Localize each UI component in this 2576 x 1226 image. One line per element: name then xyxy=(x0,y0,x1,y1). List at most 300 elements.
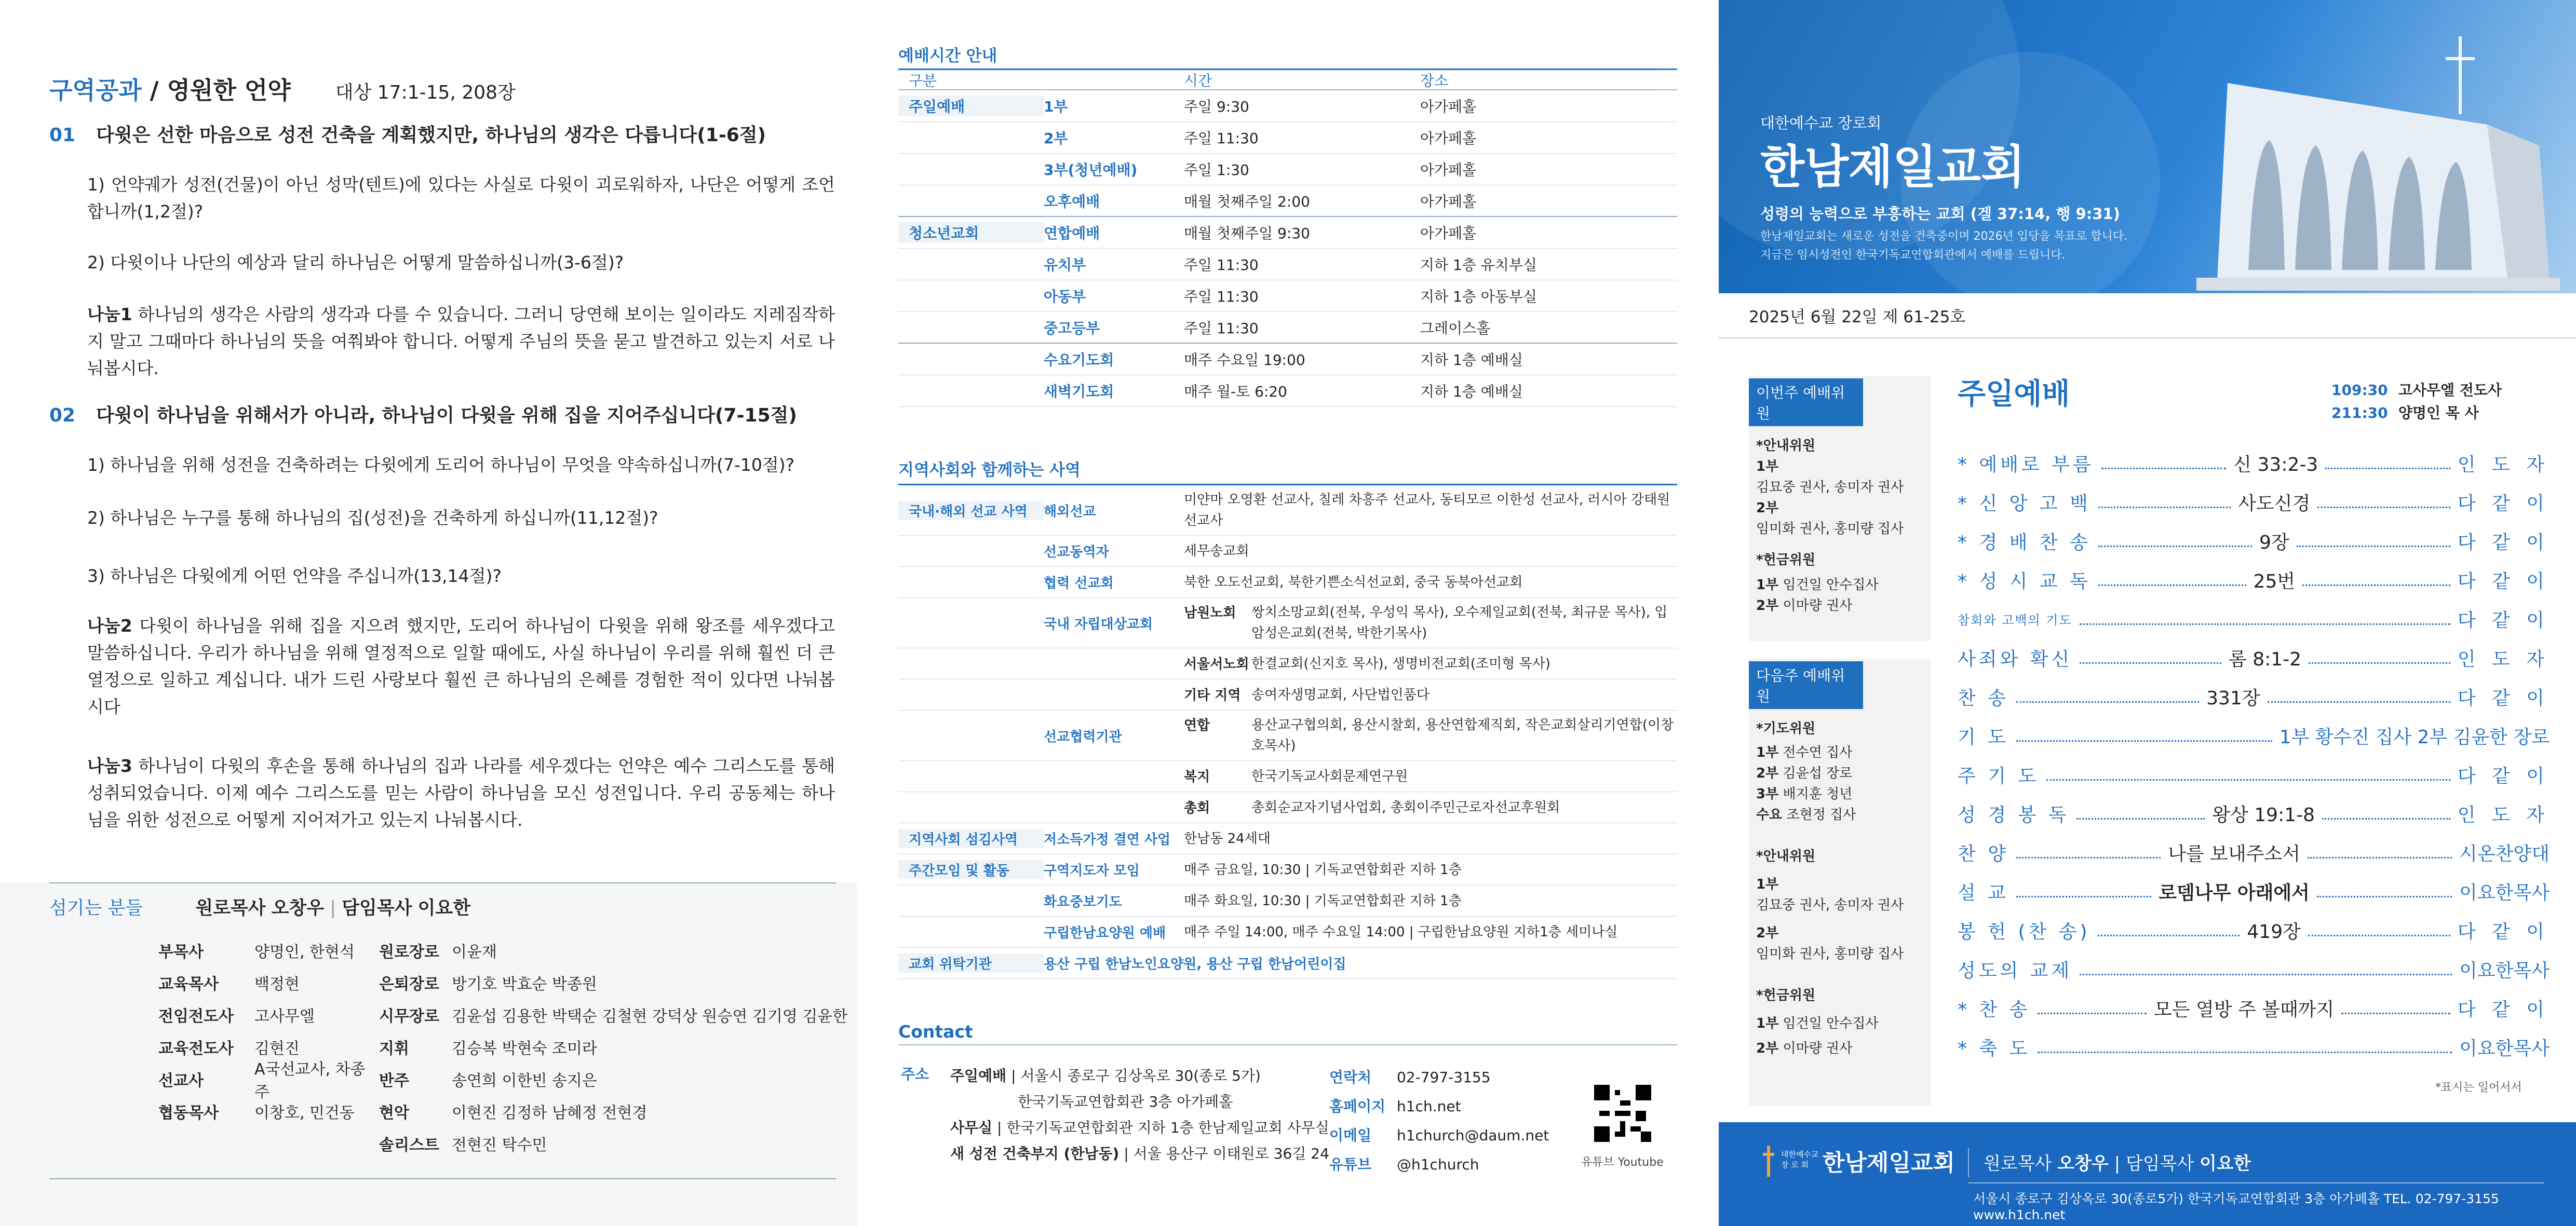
footer-address: 서울시 종로구 김상옥로 30(종로5가) 한국기독교연합회관 3층 아가페홀 TEL. 02-797-3155 www.h1ch.net xyxy=(1973,1191,2499,1222)
order-item xyxy=(1958,989,2550,1027)
guide-2-label: 2부 xyxy=(1756,925,1779,941)
order-leader-dots xyxy=(2268,701,2450,703)
mission-name: 화요중보기도 xyxy=(1044,894,1122,910)
order-leader-dots xyxy=(2302,584,2450,586)
schedule-name: 중고등부 xyxy=(1044,319,1100,337)
order-leader: 다 같 이 xyxy=(2457,493,2550,514)
servers-names-2: 전현진 탁수민 xyxy=(452,1136,547,1154)
schedule-place: 그레이스홀 xyxy=(1420,319,1491,337)
worship-title: 주일예배 xyxy=(1958,377,2070,411)
prayer-1-label: 1부 xyxy=(1756,745,1779,760)
servers-row xyxy=(158,1095,867,1127)
mission-group: 주간모임 및 활동 xyxy=(898,860,1044,879)
prayer-3-label: 3부 xyxy=(1756,786,1779,802)
servers-row xyxy=(158,934,867,966)
bulletin-date: 2025년 6월 22일 제 61-25호 xyxy=(1749,308,1966,326)
prayer-4-name: 조현정 집사 xyxy=(1786,807,1856,823)
schedule-place: 아가페홀 xyxy=(1420,130,1477,147)
order-item xyxy=(1958,444,2550,482)
question-1 xyxy=(49,120,766,147)
servers-row xyxy=(158,999,867,1031)
order-leader-dots xyxy=(2325,468,2450,469)
order-leader-dots xyxy=(2080,623,2450,625)
order-leader: 다 같 이 xyxy=(2457,999,2550,1020)
lesson-label: 구역공과 xyxy=(49,76,142,104)
order-leader: 다 같 이 xyxy=(2457,532,2550,553)
footer-sep: | xyxy=(2114,1153,2121,1174)
footer-bar xyxy=(1719,1122,2576,1226)
mission-group: 지역사회 섬김사역 xyxy=(898,829,1044,848)
address-1: 주일예배 | 서울시 종로구 김상옥로 30(종로 5가) xyxy=(950,1067,1261,1084)
schedule-place: 아가페홀 xyxy=(1420,225,1477,242)
servers-role: 교육목사 xyxy=(158,975,219,993)
order-item xyxy=(1958,872,2550,910)
order-leader-dots xyxy=(2098,507,2231,508)
servers-role-2: 원로장로 xyxy=(379,943,439,961)
order-content: 25번 xyxy=(2253,570,2296,592)
lesson-reference: 대상 17:1-15, 208장 xyxy=(335,82,516,103)
servers-names: 백정현 xyxy=(254,975,300,993)
worship-times xyxy=(2331,379,2502,425)
mission-name: 구립한남요양원 예배 xyxy=(1044,925,1166,941)
guide-1-label: 1부 xyxy=(1756,459,1779,474)
address-1-line2: 한국기독교연합회관 3층 아가페홀 xyxy=(1018,1093,1233,1110)
guide-1-names: 김묘중 권사, 송미자 권사 xyxy=(1756,480,1904,495)
servers-role: 협동목사 xyxy=(158,1104,219,1122)
order-leader: 1부 황수진 집사 2부 김윤한 장로 xyxy=(2279,726,2550,748)
mission-name: 선교협력기관 xyxy=(1044,729,1122,745)
this-week-servers xyxy=(1749,376,1931,641)
servers-heading: 섬기는 분들 원로목사 오창우 | 담임목사 이요한 xyxy=(49,898,471,919)
schedule-name: 2부 xyxy=(1044,130,1068,147)
order-leader-dots xyxy=(2080,974,2452,975)
schedule-time: 주일 11:30 xyxy=(1184,288,1259,305)
servers-names-2: 이현진 김정하 남혜정 전현경 xyxy=(452,1104,648,1122)
mission-name: 용산 구립 한남노인요양원, 용산 구립 한남어린이집 xyxy=(1044,957,1346,972)
address-1-label: 주일예배 xyxy=(950,1067,1007,1084)
schedule-row xyxy=(898,280,1677,312)
servers-names-2: 김윤섭 김용한 박택순 김철현 강덕상 원승연 김기영 김윤한 xyxy=(452,1007,848,1026)
denomination: 대한예수교 장로회 xyxy=(1760,114,1882,132)
offering-1-name: 임건일 안수집사 xyxy=(1783,577,1879,593)
servers-role-2: 솔리스트 xyxy=(379,1136,439,1154)
servers-label: 섬기는 분들 xyxy=(49,898,143,919)
footer-line xyxy=(1968,1182,2544,1183)
mission-detail: 송여자생명교회, 사단법인품다 xyxy=(1251,687,1430,703)
servers-row xyxy=(158,1060,867,1101)
lead-pastor-name: 이요한 xyxy=(417,898,471,919)
order-item xyxy=(1958,677,2550,716)
mission-row xyxy=(898,711,1677,761)
email-link[interactable]: h1church@daum.net xyxy=(1397,1127,1549,1144)
order-content: 9장 xyxy=(2259,532,2289,553)
contact-links xyxy=(1329,1063,1549,1179)
prayer-1-name: 전수연 집사 xyxy=(1783,745,1853,760)
address-3-text: 서울 용산구 이태원로 36길 24 xyxy=(1133,1145,1329,1162)
mission-row xyxy=(898,792,1677,823)
servers-role-2: 반주 xyxy=(379,1072,409,1090)
web-label: 홈페이지 xyxy=(1329,1098,1386,1115)
servers-role-2: 시무장로 xyxy=(379,1007,439,1026)
schedule-time: 매주 월-토 6:20 xyxy=(1184,383,1287,400)
servers-names: A국선교사, 차종주 xyxy=(254,1060,366,1101)
servers-names-2: 송연희 이한빈 송지은 xyxy=(452,1072,597,1090)
cover-note xyxy=(1760,227,2127,265)
order-leader-dots xyxy=(2098,935,2240,936)
offering-2-label: 2부 xyxy=(1756,1041,1779,1056)
header-place: 장소 xyxy=(1420,72,1449,89)
schedule-row xyxy=(898,122,1677,154)
order-part: * 성 시 교 독 xyxy=(1958,570,2091,592)
cover-note-2: 지금은 임시성전인 한국기독교연합회관에서 예배를 드립니다. xyxy=(1760,249,2066,262)
mission-row xyxy=(898,567,1677,598)
mission-detail: 북한 오도선교회, 북한기쁜소식선교회, 중국 동북아선교회 xyxy=(1184,574,1523,590)
prayer-2-label: 2부 xyxy=(1756,766,1779,781)
schedule-row xyxy=(898,154,1677,185)
lesson-name: 영원한 언약 xyxy=(167,76,291,104)
mission-row xyxy=(898,854,1677,886)
email-label: 이메일 xyxy=(1329,1127,1372,1144)
order-part: 찬 양 xyxy=(1958,843,2009,865)
schedule-group: 주일예배 xyxy=(898,96,1044,116)
question-2b: 2) 하나님은 누구를 통해 하나님의 집(성전)을 건축하게 하십니까(11,12절)? xyxy=(87,508,658,528)
question-2c: 3) 하나님은 다윗에게 어떤 언약을 주십니까(13,14절)? xyxy=(87,566,502,586)
footer-pastors xyxy=(1984,1149,2251,1175)
order-content: 331장 xyxy=(2206,687,2260,709)
mission-row xyxy=(898,485,1677,536)
order-leader: 다 같 이 xyxy=(2457,921,2550,943)
mission-group: 국내·해외 선교 사역 xyxy=(898,501,1044,520)
schedule-name: 오후예배 xyxy=(1044,193,1100,210)
question-number: 02 xyxy=(49,405,76,426)
mission-name: 해외선교 xyxy=(1044,503,1096,520)
order-item xyxy=(1958,483,2550,521)
schedule-place: 지하 1층 예배실 xyxy=(1420,383,1523,400)
order-leader: 인 도 자 xyxy=(2457,454,2550,475)
mission-table xyxy=(898,484,1677,979)
guide-heading: *안내위원 xyxy=(1756,438,1816,454)
cover-panel xyxy=(1719,0,2576,1226)
order-part: * 예배로 부름 xyxy=(1958,454,2094,475)
logo-small-1: 대한예수교 xyxy=(1781,1150,1819,1159)
order-part: 주 기 도 xyxy=(1958,765,2040,787)
address-block xyxy=(950,1063,1329,1167)
order-leader-dots xyxy=(2308,935,2450,936)
web-link[interactable]: h1ch.net xyxy=(1397,1098,1461,1115)
servers-names: 양명인, 한현석 xyxy=(254,943,355,961)
schedule-time: 주일 9:30 xyxy=(1184,98,1249,115)
offering-2-name: 이마량 권사 xyxy=(1783,598,1853,614)
prayer-2-name: 김윤섭 장로 xyxy=(1783,766,1853,781)
servers-role: 선교사 xyxy=(158,1072,204,1090)
schedule-place: 아가페홀 xyxy=(1420,161,1477,179)
preacher-2: 양명인 목 사 xyxy=(2398,404,2479,421)
schedule-rows xyxy=(898,90,1677,407)
mission-sub: 복지 xyxy=(1184,769,1210,785)
church-name: 한남제일교회 xyxy=(1760,140,2026,194)
order-content: 419장 xyxy=(2247,921,2301,943)
schedule-title: 예배시간 안내 xyxy=(898,47,997,65)
order-item xyxy=(1958,1028,2550,1066)
order-leader-dots xyxy=(2297,546,2450,547)
prayer-heading: *기도위원 xyxy=(1756,721,1816,737)
mission-row xyxy=(898,598,1677,648)
order-leader-dots xyxy=(2016,701,2199,703)
address-3: 새 성전 건축부지 (한남동) | 서울 용산구 이태원로 36길 24 xyxy=(950,1145,1329,1162)
phone-row xyxy=(1329,1063,1549,1092)
share-label: 나눔1 xyxy=(87,304,132,324)
servers-table xyxy=(158,934,867,1160)
order-leader: 이요한목사 xyxy=(2459,960,2550,982)
mission-name: 구역지도자 모임 xyxy=(1044,863,1140,879)
offering-2-label: 2부 xyxy=(1756,598,1779,614)
order-content: 나를 보내주소서 xyxy=(2168,843,2300,865)
schedule-row xyxy=(898,375,1677,407)
order-leader-dots xyxy=(2341,1013,2450,1014)
schedule-header xyxy=(898,69,1677,90)
header-category: 구분 xyxy=(909,72,937,89)
address-1-text: 서울시 종로구 김상옥로 30(종로 5가) xyxy=(1020,1067,1261,1084)
mission-detail: 쌍치소망교회(전북, 우성익 목사), 오수제일교회(전북, 최규문 목사), 입암성은교회(전북, 박한기목사) xyxy=(1251,605,1668,641)
question-1a: 1) 언약궤가 성전(건물)이 아닌 성막(텐트)에 있다는 사실로 다윗이 괴로워하자, 나단은 어떻게 조언합니까(1,2절)? xyxy=(87,174,835,222)
order-item xyxy=(1958,522,2550,560)
schedule-row xyxy=(898,344,1677,375)
cross-logo-icon xyxy=(1763,1146,1774,1177)
schedule-table xyxy=(898,69,1677,407)
servers-names: 고사무엘 xyxy=(254,1007,315,1026)
offering-1-label: 1부 xyxy=(1756,577,1779,593)
preacher-1: 고사무엘 전도사 xyxy=(2398,382,2502,399)
order-part: 기 도 xyxy=(1958,726,2009,748)
order-leader-dots xyxy=(2016,896,2151,897)
phone-label: 연락처 xyxy=(1329,1069,1372,1086)
this-week-list xyxy=(1749,426,1931,616)
order-leader-dots xyxy=(2308,857,2452,859)
mission-row xyxy=(898,761,1677,792)
address-label: 주소 xyxy=(901,1066,929,1083)
schedule-name: 아동부 xyxy=(1044,288,1086,305)
mission-detail: 한남동 24세대 xyxy=(1184,830,1271,847)
mission-sub: 서울서노회 xyxy=(1184,656,1249,672)
order-part: 참회와 고백의 기도 xyxy=(1958,612,2072,628)
mission-detail: 총회순교자기념사업회, 총회이주민근로자선교후원회 xyxy=(1251,799,1560,815)
guide-2-names: 임미화 권사, 홍미량 집사 xyxy=(1756,946,1904,962)
servers-role: 전임전도사 xyxy=(158,1007,234,1026)
order-part: 성도의 교제 xyxy=(1958,960,2073,982)
qr-code-icon[interactable] xyxy=(1594,1085,1651,1142)
order-leader-dots xyxy=(2080,662,2221,664)
schedule-row xyxy=(898,217,1677,249)
order-leader: 이요한목사 xyxy=(2459,1038,2550,1059)
order-part: * 신 앙 고 백 xyxy=(1958,493,2091,514)
schedule-time: 주일 11:30 xyxy=(1184,130,1259,147)
schedule-row xyxy=(898,312,1677,344)
next-week-list xyxy=(1749,709,1931,1059)
order-leader-dots xyxy=(2101,468,2227,469)
question-1b: 2) 다윗이나 나단의 예상과 달리 하나님은 어떻게 말씀하십니까(3-6절)? xyxy=(87,252,624,273)
mission-row xyxy=(898,536,1677,567)
footer-divider xyxy=(1968,1148,1969,1177)
order-item xyxy=(1958,950,2550,988)
question-text: 다윗은 선한 마음으로 성전 건축을 계획했지만, 하나님의 생각은 다릅니다(1-6절) xyxy=(96,125,766,146)
web-row xyxy=(1329,1092,1549,1121)
guide-2-names: 임미화 권사, 홍미량 집사 xyxy=(1756,521,1904,537)
mission-group: 교회 위탁기관 xyxy=(898,953,1044,973)
qr-code-graphic xyxy=(1594,1085,1651,1142)
mission-detail: 한결교회(신지호 목사), 생명비전교회(조미형 목사) xyxy=(1251,656,1550,672)
order-leader-dots xyxy=(2322,818,2450,820)
schedule-name: 수요기도회 xyxy=(1044,351,1114,369)
order-leader-dots xyxy=(2098,546,2252,547)
servers-role-2: 현악 xyxy=(379,1104,409,1122)
youtube-label: 유튜브 xyxy=(1329,1156,1372,1173)
order-content: 왕상 19:1-8 xyxy=(2212,804,2315,826)
order-leader-dots xyxy=(2016,857,2161,859)
footer-logo-small xyxy=(1781,1149,1818,1170)
order-leader-dots xyxy=(2038,1013,2147,1014)
lesson-panel xyxy=(0,0,857,1226)
next-week-servers xyxy=(1749,659,1931,1106)
mission-sub: 연합 xyxy=(1184,718,1210,733)
guide-2-label: 2부 xyxy=(1756,500,1779,516)
next-week-label: 다음주 예배위원 xyxy=(1749,661,1863,709)
guide-1-label: 1부 xyxy=(1756,877,1779,892)
servers-names: 김현진 xyxy=(254,1040,300,1058)
address-2-label: 사무실 xyxy=(950,1119,993,1136)
order-part: * 경 배 찬 송 xyxy=(1958,532,2091,553)
footer-logo: 한남제일교회 xyxy=(1823,1150,1955,1176)
address-3-label: 새 성전 건축부지 (한남동) xyxy=(950,1145,1120,1162)
order-item xyxy=(1958,638,2550,677)
mission-sub: 남원노회 xyxy=(1184,605,1236,621)
mission-detail: 매주 화요일, 10:30 | 기독교연합회관 지하 1층 xyxy=(1184,893,1462,909)
order-item xyxy=(1958,716,2550,755)
schedule-row xyxy=(898,249,1677,280)
order-leader: 다 같 이 xyxy=(2457,609,2550,631)
schedule-time: 주일 1:30 xyxy=(1184,161,1249,179)
mission-detail: 한국기독교사회문제연구원 xyxy=(1251,768,1408,784)
servers-role: 부목사 xyxy=(158,943,204,961)
schedule-name: 1부 xyxy=(1044,98,1068,115)
schedule-group: 청소년교회 xyxy=(898,222,1044,243)
order-part: * 축 도 xyxy=(1958,1038,2031,1059)
lesson-title xyxy=(49,72,516,106)
senior-pastor-title: 원로목사 xyxy=(195,898,266,919)
order-leader-dots xyxy=(2076,818,2205,820)
footer-lead-title: 담임목사 xyxy=(2125,1153,2194,1174)
mission-row xyxy=(898,917,1677,948)
mission-name: 국내 자립대상교회 xyxy=(1044,616,1153,632)
phone-link[interactable]: 02-797-3155 xyxy=(1397,1069,1491,1086)
schedule-time: 매주 수요일 19:00 xyxy=(1184,351,1305,369)
order-item xyxy=(1958,911,2550,949)
share-text: 하나님이 다윗의 후손을 통해 하나님의 집과 나라를 세우겠다는 언약은 예수 그리스도를 통해 성취되었습니다. 이제 예수 그리스도를 믿는 사람이 하나님을 모신 성전입니다. 우리 공동체는 하나님을 위한 성전으로 어떻게 지어져가고 있는지 나눠봅시다. xyxy=(87,756,835,830)
mission-sub: 총회 xyxy=(1184,800,1210,816)
schedule-name: 유치부 xyxy=(1044,256,1086,274)
mission-title: 지역사회와 함께하는 사역 xyxy=(898,461,1081,480)
offering-2-name: 이마량 권사 xyxy=(1783,1041,1853,1056)
qr-label: 유튜브 Youtube xyxy=(1581,1156,1664,1169)
info-panel xyxy=(857,0,1719,1226)
order-part: * 찬 송 xyxy=(1958,999,2031,1020)
mission-sub: 기타 지역 xyxy=(1184,687,1241,703)
senior-pastor-name: 오창우 xyxy=(271,898,325,919)
mission-name: 선교동역자 xyxy=(1044,544,1109,560)
header-time: 시간 xyxy=(1184,72,1212,89)
share-2 xyxy=(87,612,835,720)
schedule-place: 지하 1층 유치부실 xyxy=(1420,256,1537,274)
church-motto: 성령의 능력으로 부흥하는 교회 (겔 37:14, 행 9:31) xyxy=(1760,205,2120,223)
footer-lead-name: 이요한 xyxy=(2200,1153,2251,1174)
question-2 xyxy=(49,401,797,427)
title-separator: / xyxy=(150,76,159,104)
footer-senior-title: 원로목사 xyxy=(1984,1153,2052,1174)
mission-row xyxy=(898,679,1677,711)
date-divider xyxy=(1719,337,2576,338)
this-week-label: 이번주 예배위원 xyxy=(1749,378,1863,426)
order-part: 사죄와 확신 xyxy=(1958,648,2073,670)
servers-role-2: 은퇴장로 xyxy=(379,975,439,993)
order-item xyxy=(1958,755,2550,794)
order-part: 성 경 봉 독 xyxy=(1958,804,2070,826)
contact-divider xyxy=(898,1044,1677,1045)
order-leader: 시온찬양대 xyxy=(2459,843,2550,865)
order-content: 신 33:2-3 xyxy=(2233,454,2318,475)
mission-detail: 매주 주일 14:00, 매주 수요일 14:00 | 구립한남요양원 지하1층 세미나실 xyxy=(1184,924,1618,940)
servers-role-2: 지휘 xyxy=(379,1040,409,1058)
share-1 xyxy=(87,301,835,382)
offering-1-label: 1부 xyxy=(1756,1016,1779,1031)
footer-senior-name: 오창우 xyxy=(2057,1153,2109,1174)
schedule-time: 주일 11:30 xyxy=(1184,256,1259,274)
offering-heading: *헌금위원 xyxy=(1756,988,1816,1003)
order-leader-dots xyxy=(2098,584,2246,586)
servers-names-2: 김승복 박현숙 조미라 xyxy=(452,1040,597,1058)
schedule-time: 매월 첫째주일 2:00 xyxy=(1184,193,1310,210)
order-leader: 이요한목사 xyxy=(2459,882,2550,904)
order-leader-dots xyxy=(2016,740,2272,742)
schedule-name: 3부(청년예배) xyxy=(1044,161,1138,179)
time-2: 211:30 xyxy=(2331,404,2388,421)
order-leader: 다 같 이 xyxy=(2457,570,2550,592)
servers-role: 교육전도사 xyxy=(158,1040,234,1058)
address-2-text: 한국기독교연합회관 지하 1층 한남제일교회 사무실 xyxy=(1006,1119,1329,1136)
schedule-place: 지하 1층 예배실 xyxy=(1420,351,1523,369)
question-text: 다윗이 하나님을 위해서가 아니라, 하나님이 다윗을 위해 집을 지어주십니다(7-15절) xyxy=(96,405,797,426)
mission-detail: 용산교구협의회, 용산시찰회, 용산연합제직회, 작은교회살리기연합(이창호목사) xyxy=(1251,717,1674,754)
mission-detail: 세무송교회 xyxy=(1184,543,1249,559)
share-text: 하나님의 생각은 사람의 생각과 다를 수 있습니다. 그러니 당연해 보이는 일이라도 지레짐작하지 말고 그때마다 하나님의 뜻을 여쭤봐야 합니다. 어떻게 주님의 뜻을 묻고 발견하고 있는지 서로 나눠봅시다. xyxy=(87,304,835,378)
order-item xyxy=(1958,833,2550,871)
prayer-4-label: 수요 xyxy=(1756,807,1783,823)
order-leader: 인 도 자 xyxy=(2457,648,2550,670)
mission-row xyxy=(898,948,1677,979)
schedule-row xyxy=(898,90,1677,122)
share-label: 나눔2 xyxy=(87,616,132,636)
mission-name: 협력 선교회 xyxy=(1044,576,1114,591)
order-leader-dots xyxy=(2038,1052,2452,1053)
servers-names-2: 이윤재 xyxy=(452,943,497,961)
mission-row xyxy=(898,823,1677,854)
order-part: 찬 송 xyxy=(1958,687,2009,709)
schedule-row xyxy=(898,185,1677,217)
mission-row xyxy=(898,648,1677,679)
share-3 xyxy=(87,753,835,834)
youtube-link[interactable]: @h1church xyxy=(1397,1156,1479,1173)
order-content: 모든 열방 주 볼때까지 xyxy=(2153,999,2335,1020)
guide-1-names: 김묘중 권사, 송미자 권사 xyxy=(1756,897,1904,913)
youtube-row xyxy=(1329,1150,1549,1179)
